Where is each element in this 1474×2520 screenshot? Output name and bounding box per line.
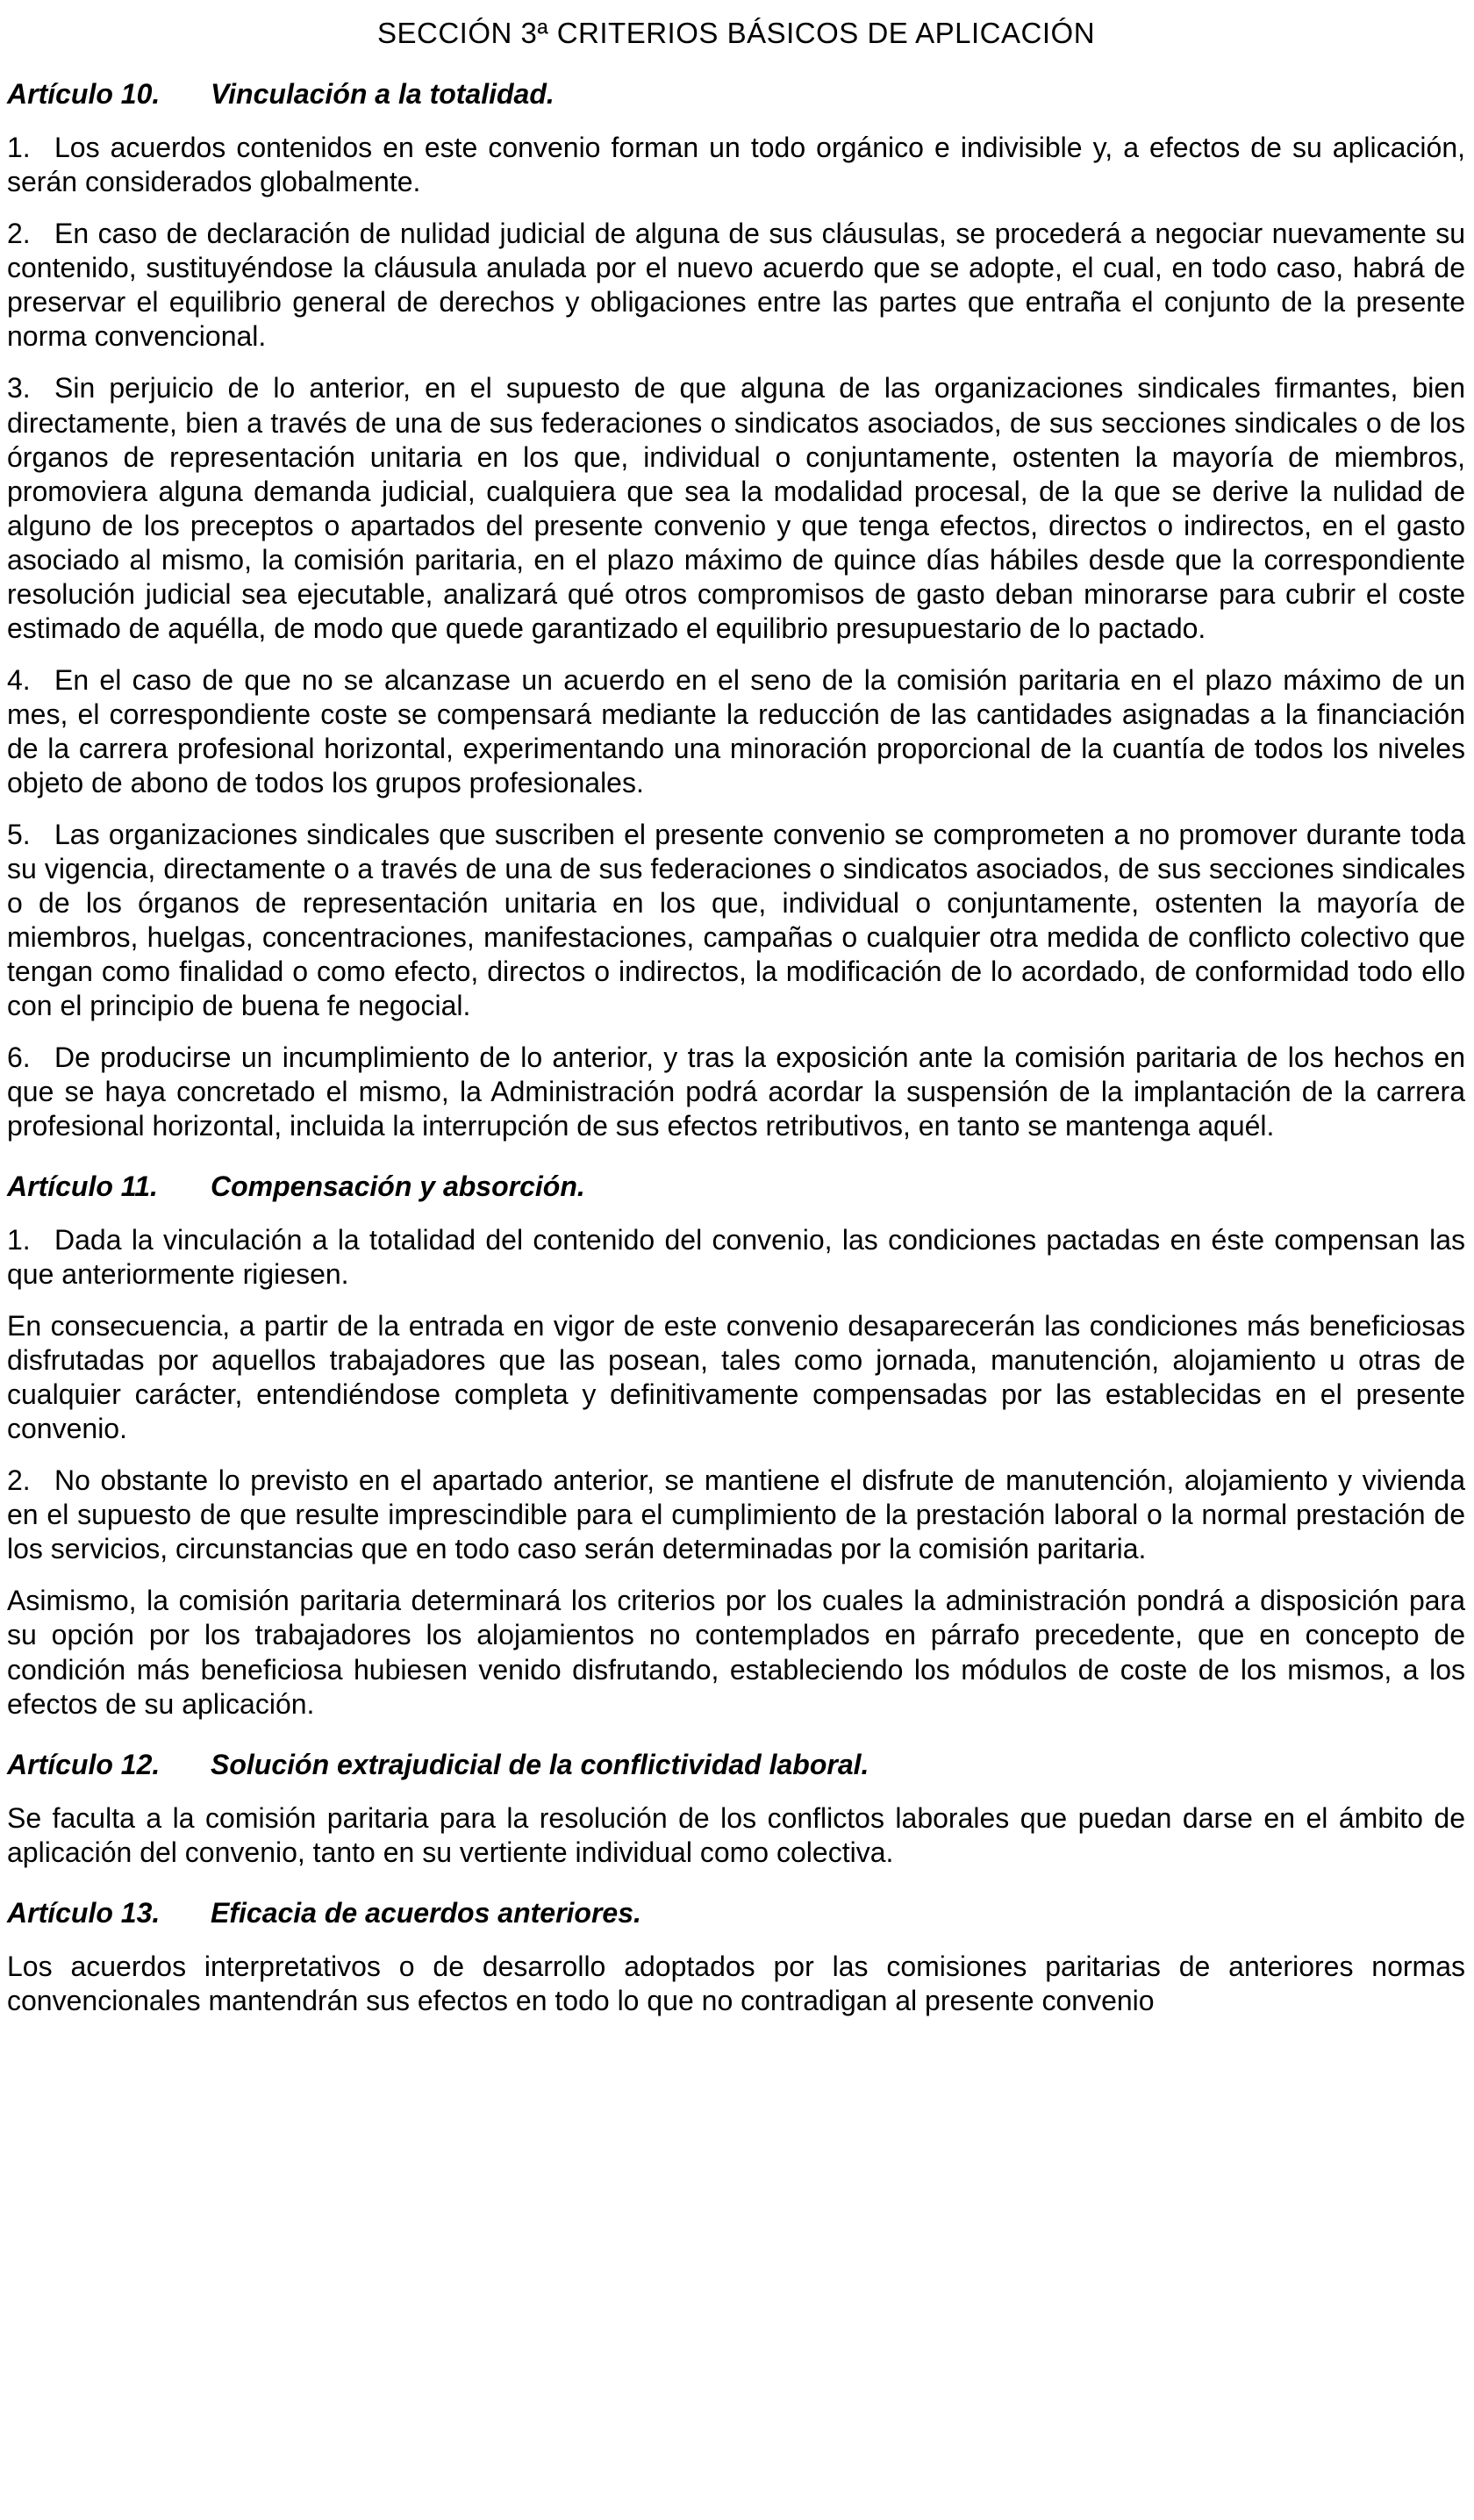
paragraph-text: Las organizaciones sindicales que suscriben el presente convenio se comprometen a no promover durante toda su vigencia, directamente o a través de una de sus federaciones o sindicatos asociados, de sus secciones sindicales o de los órganos de representación unitaria en los que, individual o conjuntamente, ostenten la mayoría de miembros, huelgas, concentraciones, manifestaciones, campañas o cualquier otra medida de conflicto colectivo que tengan como finalidad o como efecto, directos o indirectos, la modificación de lo acordado, de conformidad todo ello con el principio de buena fe negocial. [7,818,1465,1021]
article-number: Artículo 11. [7,1171,158,1203]
paragraph-number: 2. [7,218,31,250]
paragraph [7,217,1465,354]
paragraph [7,1950,1465,2018]
article-heading [7,1748,1465,1782]
paragraph-text: Se faculta a la comisión paritaria para la resolución de los conflictos laborales que puedan darse en el ámbito de aplicación del convenio, tanto en su vertiente individual como colectiva. [7,1801,1465,1868]
article-title: Eficacia de acuerdos anteriores. [211,1896,641,1929]
article-title: Solución extrajudicial de la conflictividad laboral. [211,1748,869,1780]
paragraph-number: 6. [7,1042,31,1074]
article-10 [7,77,1465,1143]
paragraph-number: 1. [7,1224,31,1256]
article-11 [7,1170,1465,1721]
article-12 [7,1748,1465,1870]
paragraph-text: De producirse un incumplimiento de lo anterior, y tras la exposición ante la comisión paritaria de los hechos en que se haya concretado el mismo, la Administración podrá acordar la suspensión de la implantación de la carrera profesional horizontal, incluida la interrupción de sus efectos retributivos, en tanto se mantenga aquél. [7,1042,1465,1142]
paragraph-text: En el caso de que no se alcanzase un acuerdo en el seno de la comisión paritaria en el plazo máximo de un mes, el correspondiente coste se compensará mediante la reducción de las cantidades asignadas a la financiación de la carrera profesional horizontal, experimentando una minoración proporcional de la cuantía de todos los niveles objeto de abono de todos los grupos profesionales. [7,663,1465,798]
paragraph-text: En consecuencia, a partir de la entrada en vigor de este convenio desaparecerán las condiciones más beneficiosas disfrutadas por aquellos trabajadores que las posean, tales como jornada, manutención, alojamiento u otras de cualquier carácter, entendiéndose completa y definitivamente compensadas por las establecidas en el presente convenio. [7,1310,1465,1445]
paragraph [7,1309,1465,1446]
paragraph-text: Los acuerdos interpretativos o de desarrollo adoptados por las comisiones paritarias de anteriores normas convencionales mantendrán sus efectos en todo lo que no contradigan al presente convenio [7,1950,1465,2016]
paragraph-text: Dada la vinculación a la totalidad del contenido del convenio, las condiciones pactadas en éste compensan las que anteriormente rigiesen. [7,1224,1465,1291]
section-title: SECCIÓN 3ª CRITERIOS BÁSICOS DE APLICACIÓN [376,17,1096,49]
article-13 [7,1896,1465,2018]
paragraph [7,663,1465,800]
paragraph-number: 2. [7,1464,31,1497]
paragraph [7,131,1465,199]
article-number: Artículo 13. [7,1896,161,1929]
article-number: Artículo 10. [7,78,161,111]
paragraph [7,818,1465,1023]
paragraph-text: Los acuerdos contenidos en este convenio forman un todo orgánico e indivisible y, a efectos de su aplicación, serán considerados globalmente. [7,132,1465,198]
paragraph [7,1223,1465,1292]
paragraph-text: No obstante lo previsto en el apartado anterior, se mantiene el disfrute de manutención, alojamiento y vivienda en el supuesto de que resulte imprescindible para el cumplimiento de la prestación laboral o la normal prestación de los servicios, circunstancias que en todo caso serán determinadas por la comisión paritaria. [7,1464,1465,1565]
paragraph [7,1464,1465,1566]
paragraph-number: 4. [7,663,31,696]
paragraph [7,1041,1465,1143]
paragraph [7,1801,1465,1870]
paragraph-text: Asimismo, la comisión paritaria determinará los criterios por los cuales la administración pondrá a disposición para su opción por los trabajadores los alojamientos no contemplados en párrafo precedente, que en concepto de condición más beneficiosa hubiesen venido disfrutando, estableciendo los módulos de coste de los mismos, a los efectos de su aplicación. [7,1585,1465,1720]
article-title: Compensación y absorción. [211,1171,585,1203]
article-heading [7,1170,1465,1204]
paragraph-number: 3. [7,372,31,404]
article-number: Artículo 12. [7,1748,161,1780]
paragraph [7,371,1465,645]
paragraph-text: En caso de declaración de nulidad judicial de alguna de sus cláusulas, se procederá a negociar nuevamente su contenido, sustituyéndose la cláusula anulada por el nuevo acuerdo que se adopte, el cual, en todo caso, habrá de preservar el equilibrio general de derechos y obligaciones entre las partes que entraña el conjunto de la presente norma convencional. [7,218,1465,353]
paragraph [7,1584,1465,1721]
article-heading [7,1896,1465,1930]
paragraph-text: Sin perjuicio de lo anterior, en el supuesto de que alguna de las organizaciones sindicales firmantes, bien directamente, bien a través de una de sus federaciones o sindicatos asociados, de sus secciones sindicales o de los órganos de representación unitaria en los que, individual o conjuntamente, ostenten la mayoría de miembros, promoviera alguna demanda judicial, cualquiera que sea la modalidad procesal, de la que se derive la nulidad de alguno de los preceptos o apartados del presente convenio y que tenga efectos, directos o indirectos, en el gasto asociado al mismo, la comisión paritaria, en el plazo máximo de quince días hábiles desde que la correspondiente resolución judicial sea ejecutable, analizará qué otros compromisos de gasto deban minorarse para cubrir el coste estimado de aquélla, de modo que quede garantizado el equilibrio presupuestario de lo pactado. [7,372,1465,644]
article-heading [7,77,1465,111]
paragraph-number: 1. [7,132,31,164]
paragraph-number: 5. [7,818,31,850]
article-title: Vinculación a la totalidad. [211,78,555,111]
